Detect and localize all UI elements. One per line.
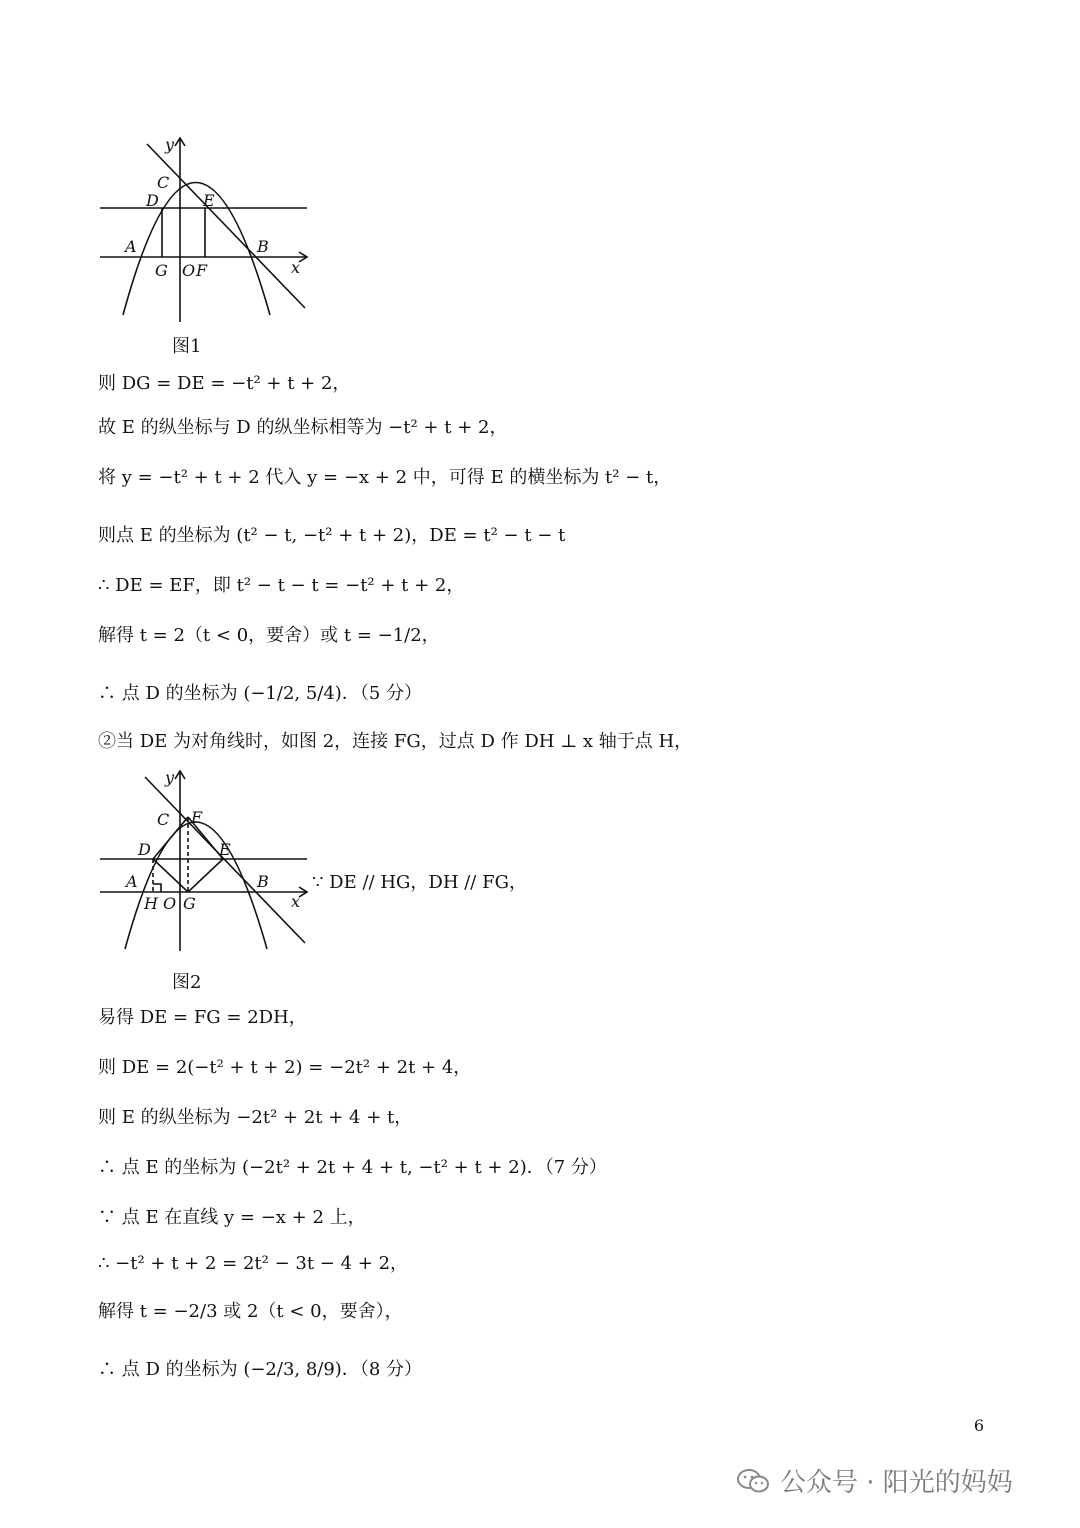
line-cb <box>145 777 305 943</box>
text-line-14: ∴ −t² + t + 2 = 2t² − 3t − 4 + 2， <box>98 1253 409 1274</box>
text-line-7: ∴ 点 D 的坐标为 (−1/2, 5/4)．（5 分） <box>98 683 422 704</box>
label-x: x <box>291 258 301 277</box>
label-a: A <box>125 237 137 256</box>
figure-1-caption: 图1 <box>172 336 202 357</box>
label-e: E <box>203 191 215 210</box>
text-line-16: ∴ 点 D 的坐标为 (−2/3, 8/9)．（8 分） <box>98 1359 422 1380</box>
figure-2-diagram <box>95 765 315 955</box>
text-line-8: ②当 DE 为对角线时，如图 2，连接 FG，过点 D 作 DH ⊥ x 轴于点 H， <box>98 731 693 752</box>
label-e: E <box>219 840 231 859</box>
wechat-icon <box>736 1467 770 1495</box>
text-line-3: 将 y = −t² + t + 2 代入 y = −x + 2 中，可得 E 的横坐标为 t² − t， <box>98 467 672 488</box>
text-line-15: 解得 t = −2/3 或 2（t < 0，要舍）， <box>98 1301 403 1322</box>
page-number: 6 <box>973 1416 984 1435</box>
label-a: A <box>126 872 138 891</box>
figure-1-diagram <box>95 130 315 325</box>
text-line-9: 易得 DE = FG = 2DH， <box>98 1007 307 1028</box>
segment-dg <box>153 859 188 892</box>
figure-1 <box>95 130 315 325</box>
text-line-12: ∴ 点 E 的坐标为 (−2t² + 2t + 4 + t, −t² + t + 2)．（7 分） <box>98 1157 607 1178</box>
label-h: H <box>144 894 158 913</box>
label-f: F <box>196 261 208 280</box>
label-y: y <box>165 768 175 787</box>
text-line-5: ∴ DE = EF，即 t² − t − t = −t² + t + 2， <box>98 575 465 596</box>
figure-2-caption: 图2 <box>172 972 202 993</box>
text-line-1: 则 DG = DE = −t² + t + 2， <box>98 373 351 394</box>
label-b: B <box>257 872 269 891</box>
label-y: y <box>165 135 175 154</box>
line-cb <box>147 144 305 308</box>
text-line-2: 故 E 的纵坐标与 D 的纵坐标相等为 −t² + t + 2， <box>98 417 508 438</box>
watermark-text: 公众号 · 阳光的妈妈 <box>780 1468 1013 1498</box>
segment-eg <box>188 859 223 892</box>
label-c: C <box>157 173 170 192</box>
label-d: D <box>138 840 151 859</box>
label-c: C <box>157 810 170 829</box>
label-x: x <box>291 892 301 911</box>
right-angle-mark <box>153 884 161 892</box>
text-line-10: 则 DE = 2(−t² + t + 2) = −2t² + 2t + 4， <box>98 1057 472 1078</box>
label-d: D <box>146 191 159 210</box>
label-g: G <box>155 261 168 280</box>
figure-2 <box>95 765 315 955</box>
label-f: F <box>191 808 203 827</box>
text-line-11: 则 E 的纵坐标为 −2t² + 2t + 4 + t， <box>98 1107 413 1128</box>
label-b: B <box>257 237 269 256</box>
label-g: G <box>183 894 196 913</box>
label-o: O <box>163 894 177 913</box>
watermark <box>736 1462 1013 1499</box>
text-line-4: 则点 E 的坐标为 (t² − t, −t² + t + 2)，DE = t² − t − t <box>98 525 566 546</box>
text-line-6: 解得 t = 2（t < 0，要舍）或 t = −1/2， <box>98 625 440 646</box>
label-o: O <box>182 261 196 280</box>
text-line-13: ∵ 点 E 在直线 y = −x + 2 上， <box>98 1207 366 1228</box>
figure-2-side-note: ∵ DE // HG，DH // FG， <box>312 872 527 893</box>
